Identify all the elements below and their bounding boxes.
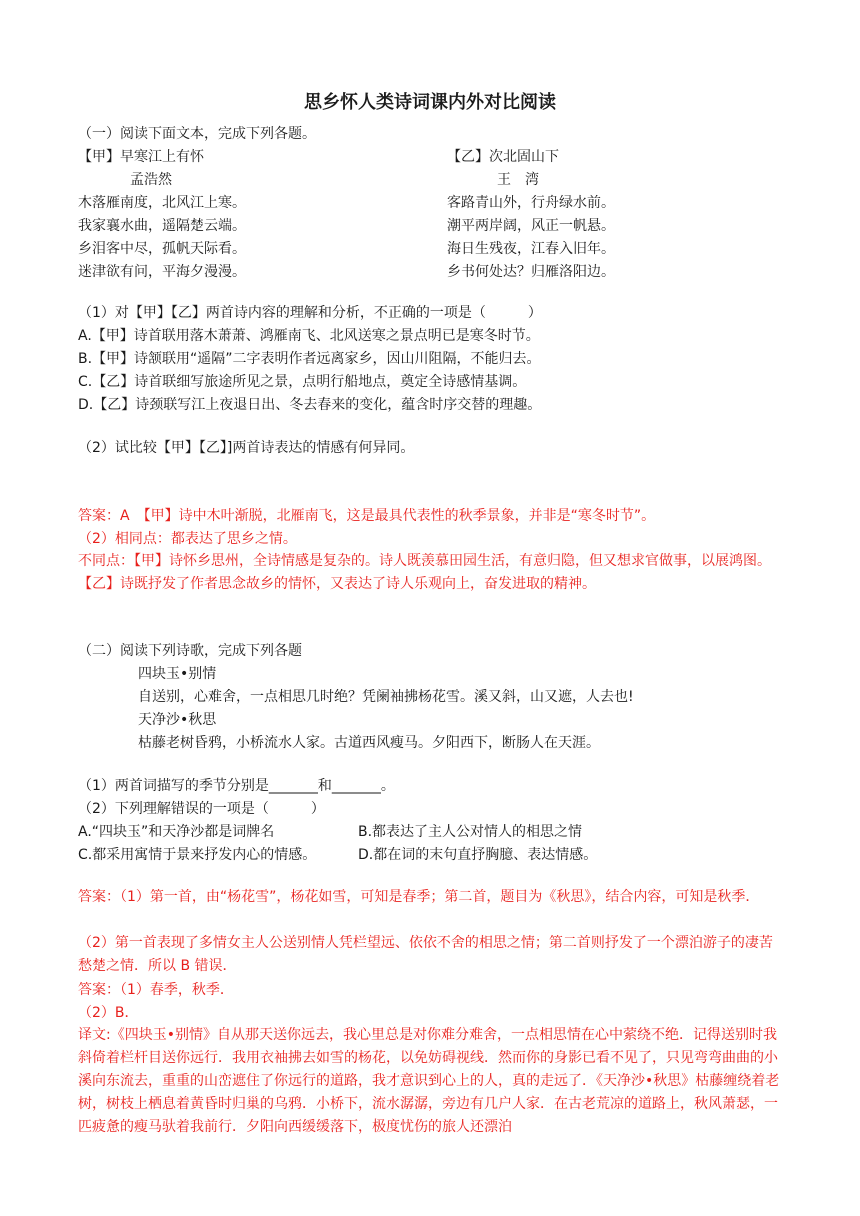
poem-jia-line: 木落雁南度，北风江上寒。 bbox=[78, 195, 246, 211]
poem-yi-line: 海日生残夜，江春入旧年。 bbox=[447, 241, 615, 257]
s2-question-1: （1）两首词描写的季节分别是_______和_______。 bbox=[78, 778, 395, 794]
s2-answer-line: 答案：（1）春季，秋季． bbox=[78, 982, 234, 998]
poem1-text: 自送别，心难舍，一点相思几时绝？凭阑袖拂杨花雪。溪又斜，山又遮，人去也! bbox=[138, 689, 634, 705]
poem-jia-line: 我家襄水曲，遥隔楚云端。 bbox=[78, 218, 246, 234]
s2-answer-paragraph: 答案：（1）第一首，由“杨花雪”，杨花如雪，可知是春季；第二首，题目为《秋思》，结合内容，可知是秋季． bbox=[78, 889, 760, 905]
section2-heading: （二）阅读下列诗歌，完成下列各题 bbox=[78, 643, 302, 659]
poem-jia-author: 孟浩然 bbox=[130, 172, 172, 188]
poem-jia-line: 乡泪客中尽，孤帆天际看。 bbox=[78, 241, 246, 257]
s2-question-2: （2）下列理解错误的一项是（ ） bbox=[78, 801, 325, 817]
option-c: C.【乙】诗首联细写旅途所见之景，点明行船地点，奠定全诗感情基调。 bbox=[78, 374, 527, 390]
poem-yi-line: 客路青山外，行舟绿水前。 bbox=[447, 195, 615, 211]
poem-yi-title: 【乙】次北固山下 bbox=[447, 149, 559, 165]
s2-option-d: D.都在词的末句直抒胸臆、表达情感。 bbox=[358, 847, 598, 863]
s2-option-a: A.“四块玉”和天净沙都是词牌名 bbox=[78, 824, 275, 840]
s2-answer-paragraph: （2）第一首表现了多情女主人公送别情人凭栏望远、依依不舍的相思之情；第二首则抒发了一个漂泊游子的凄苦愁楚之情．所以 B 错误． bbox=[78, 935, 773, 974]
s2-answer-line: （2）B． bbox=[78, 1005, 139, 1021]
poem2-text: 枯藤老树昏鸦，小桥流水人家。古道西风瘦马。夕阳西下，断肠人在天涯。 bbox=[138, 735, 600, 751]
option-d: D.【乙】诗颈联写江上夜退日出、冬去春来的变化，蕴含时序交替的理趣。 bbox=[78, 397, 542, 413]
poem-yi-line: 潮平两岸阔，风正一帆悬。 bbox=[447, 218, 615, 234]
poem2-title: 天净沙•秋思 bbox=[138, 712, 217, 728]
question-1: （1）对【甲】【乙】两首诗内容的理解和分析，不正确的一项是（ ） bbox=[78, 305, 542, 321]
option-b: B.【甲】诗颔联用“遥隔”二字表明作者远离家乡，因山川阻隔，不能归去。 bbox=[78, 351, 541, 367]
section1-heading: （一）阅读下面文本，完成下列各题。 bbox=[78, 126, 316, 142]
s2-option-c: C.都采用寓情于景来抒发内心的情感。 bbox=[78, 847, 317, 863]
poem-jia-title: 【甲】早寒江上有怀 bbox=[78, 149, 204, 165]
poem-jia-line: 迷津欲有问，平海夕漫漫。 bbox=[78, 264, 246, 280]
option-a: A.【甲】诗首联用落木萧萧、鸿雁南飞、北风送寒之景点明已是寒冬时节。 bbox=[78, 328, 540, 344]
answer-line: 答案：A 【甲】诗中木叶渐脱，北雁南飞，这是最具代表性的秋季景象，并非是“寒冬时节”。 bbox=[78, 508, 656, 524]
answer-line: （2）相同点：都表达了思乡之情。 bbox=[78, 531, 297, 547]
s2-option-b: B.都表达了主人公对情人的相思之情 bbox=[358, 824, 583, 840]
poem-yi-author: 王 湾 bbox=[497, 172, 539, 188]
poem1-title: 四块玉•别情 bbox=[138, 666, 217, 682]
answer-paragraph: 不同点：【甲】诗怀乡思州，全诗情感是复杂的。诗人既羡慕田园生活，有意归隐，但又想求官做事，以展鸿图。【乙】诗既抒发了作者思念故乡的情怀，又表达了诗人乐观向上，奋发进取的精神。 bbox=[78, 553, 771, 592]
translation-paragraph: 译文:《四块玉•别情》自从那天送你远去，我心里总是对你难分难舍，一点相思情在心中萦绕不绝．记得送别时我斜倚着栏杆目送你远行．我用衣袖拂去如雪的杨花，以免妨碍视线．然而你的身影已看不见了，只见弯弯曲曲的小溪向东流去，重重的山峦遮住了你远行的道路，我才意识到心上的人，真的走远了．《天净沙•秋思》枯藤缠绕着老树，树枝上栖息着黄昏时归巢的乌鸦．小桥下，流水潺潺，旁边有几户人家．在古老荒凉的道路上，秋风萧瑟，一匹疲惫的瘦马驮着我前行．夕阳向西缓缓落下，极度忧伤的旅人还漂泊 bbox=[78, 1027, 780, 1135]
question-2: （2）试比较【甲】【乙】]两首诗表达的情感有何异同。 bbox=[78, 440, 415, 456]
poem-yi-line: 乡书何处达？归雁洛阳边。 bbox=[447, 264, 615, 280]
page-title: 思乡怀人类诗词课内外对比阅读 bbox=[304, 92, 556, 113]
